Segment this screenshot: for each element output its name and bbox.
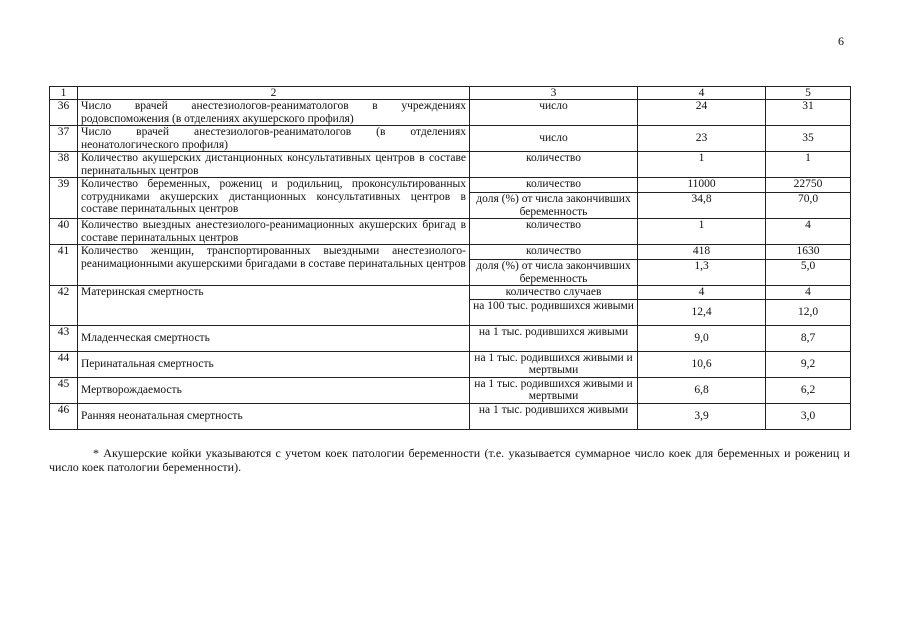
col-header-5: 5 bbox=[766, 87, 851, 100]
unit-cell: количество bbox=[470, 219, 638, 245]
table-header-row bbox=[50, 87, 851, 100]
value-col5: 35 bbox=[766, 126, 851, 152]
row-number: 43 bbox=[50, 325, 78, 351]
value-col4: 3,9 bbox=[638, 403, 766, 429]
value-col4: 1 bbox=[638, 219, 766, 245]
indicator-name: Количество женщин, транспортированных выездными анестезиолого-реанимационными акушерскими бригадами в составе перинатальных центров bbox=[78, 245, 470, 286]
row-number: 46 bbox=[50, 403, 78, 429]
indicator-name: Перинатальная смертность bbox=[78, 351, 470, 377]
value-col5: 1 bbox=[766, 152, 851, 178]
indicator-name: Количество выездных анестезиолого-реанимационных акушерских бригад в составе перинатальных центров bbox=[78, 219, 470, 245]
table-row bbox=[50, 403, 851, 429]
unit-cell: на 100 тыс. родившихся живыми bbox=[470, 299, 638, 325]
row-number: 44 bbox=[50, 351, 78, 377]
col-header-2: 2 bbox=[78, 87, 470, 100]
indicator-name: Мертворождаемость bbox=[78, 377, 470, 403]
table-row bbox=[50, 286, 851, 300]
row-number: 39 bbox=[50, 178, 78, 219]
value-col5: 4 bbox=[766, 219, 851, 245]
table-row bbox=[50, 377, 851, 403]
indicator-name: Младенческая смертность bbox=[78, 325, 470, 351]
row-number: 45 bbox=[50, 377, 78, 403]
unit-cell: количество случаев bbox=[470, 286, 638, 300]
value-col5: 12,0 bbox=[766, 299, 851, 325]
col-header-4: 4 bbox=[638, 87, 766, 100]
unit-cell: количество bbox=[470, 245, 638, 260]
value-col4: 12,4 bbox=[638, 299, 766, 325]
value-col5: 6,2 bbox=[766, 377, 851, 403]
value-col5: 70,0 bbox=[766, 193, 851, 219]
indicator-name: Число врачей анестезиологов-реаниматологов в учреждениях родовспоможения (в отделениях акушерского профиля) bbox=[78, 100, 470, 126]
value-col4: 24 bbox=[638, 100, 766, 126]
value-col4: 4 bbox=[638, 286, 766, 300]
unit-cell: на 1 тыс. родившихся живыми bbox=[470, 403, 638, 429]
col-header-3: 3 bbox=[470, 87, 638, 100]
unit-cell: количество bbox=[470, 178, 638, 193]
value-col4: 34,8 bbox=[638, 193, 766, 219]
value-col4: 9,0 bbox=[638, 325, 766, 351]
table-row bbox=[50, 178, 851, 193]
table-row bbox=[50, 245, 851, 260]
value-col4: 10,6 bbox=[638, 351, 766, 377]
table-row bbox=[50, 219, 851, 245]
indicator-name: Количество акушерских дистанционных консультативных центров в составе перинатальных центров bbox=[78, 152, 470, 178]
value-col5: 8,7 bbox=[766, 325, 851, 351]
row-number: 41 bbox=[50, 245, 78, 286]
row-number: 38 bbox=[50, 152, 78, 178]
value-col5: 9,2 bbox=[766, 351, 851, 377]
unit-cell: на 1 тыс. родившихся живыми и мертвыми bbox=[470, 377, 638, 403]
indicator-name: Число врачей анестезиологов-реаниматологов (в отделениях неонатологического профиля) bbox=[78, 126, 470, 152]
row-number: 42 bbox=[50, 286, 78, 326]
unit-cell: число bbox=[470, 126, 638, 152]
page-number: 6 bbox=[838, 34, 844, 48]
col-header-1: 1 bbox=[50, 87, 78, 100]
indicator-name: Материнская смертность bbox=[78, 286, 470, 326]
unit-cell: доля (%) от числа закончивших беременность bbox=[470, 193, 638, 219]
value-col4: 23 bbox=[638, 126, 766, 152]
unit-cell: доля (%) от числа закончивших беременность bbox=[470, 260, 638, 286]
value-col4: 6,8 bbox=[638, 377, 766, 403]
indicator-name: Ранняя неонатальная смертность bbox=[78, 403, 470, 429]
value-col5: 22750 bbox=[766, 178, 851, 193]
footnote: * Акушерские койки указываются с учетом коек патологии беременности (т.е. указывается суммарное число коек для беременных и рожениц и число коек патологии беременности). bbox=[49, 446, 850, 474]
value-col5: 3,0 bbox=[766, 403, 851, 429]
value-col4: 418 bbox=[638, 245, 766, 260]
value-col4: 1 bbox=[638, 152, 766, 178]
value-col5: 31 bbox=[766, 100, 851, 126]
indicator-name: Количество беременных, рожениц и родильниц, проконсультированных сотрудниками акушерских дистанционных консультативных центров в составе перинатальных центров bbox=[78, 178, 470, 219]
unit-cell: на 1 тыс. родившихся живыми и мертвыми bbox=[470, 351, 638, 377]
unit-cell: на 1 тыс. родившихся живыми bbox=[470, 325, 638, 351]
value-col5: 5,0 bbox=[766, 260, 851, 286]
unit-cell: количество bbox=[470, 152, 638, 178]
table-row bbox=[50, 100, 851, 126]
table-row bbox=[50, 351, 851, 377]
table-row bbox=[50, 126, 851, 152]
value-col4: 11000 bbox=[638, 178, 766, 193]
row-number: 36 bbox=[50, 100, 78, 126]
value-col5: 1630 bbox=[766, 245, 851, 260]
value-col4: 1,3 bbox=[638, 260, 766, 286]
unit-cell: число bbox=[470, 100, 638, 126]
indicators-table bbox=[49, 86, 851, 430]
row-number: 37 bbox=[50, 126, 78, 152]
table-row bbox=[50, 325, 851, 351]
value-col5: 4 bbox=[766, 286, 851, 300]
table-row bbox=[50, 152, 851, 178]
row-number: 40 bbox=[50, 219, 78, 245]
